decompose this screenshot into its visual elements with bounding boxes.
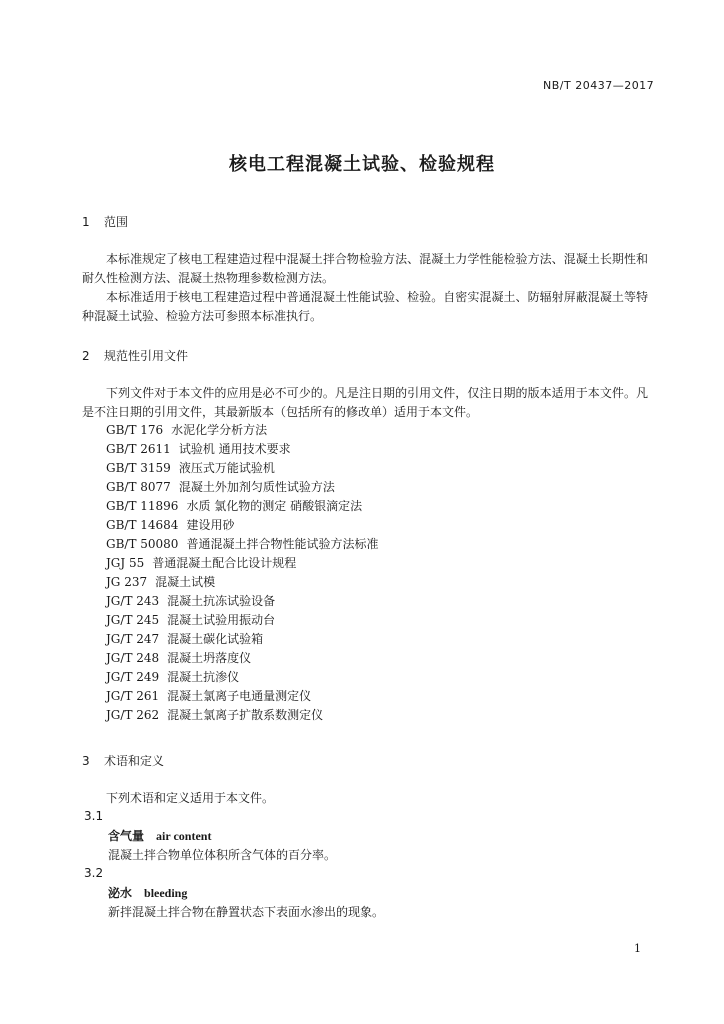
reference-name: 液压式万能试验机 (178, 461, 275, 475)
term-heading (108, 884, 187, 901)
reference-item (106, 554, 378, 573)
reference-name: 混凝土碳化试验箱 (167, 632, 264, 646)
section-2-heading (82, 347, 188, 364)
reference-item (106, 421, 378, 440)
reference-code: GB/T 3159 (106, 461, 171, 475)
reference-name: 普通混凝土配合比设计规程 (152, 556, 297, 570)
reference-name: 混凝土抗冻试验设备 (167, 594, 276, 608)
reference-code: GB/T 11896 (106, 499, 179, 513)
reference-code: JG/T 249 (106, 670, 160, 684)
section-3-intro: 下列术语和定义适用于本文件。 (106, 791, 275, 805)
reference-code: JG 237 (106, 575, 148, 589)
reference-item (106, 630, 378, 649)
reference-item (106, 516, 378, 535)
reference-item (106, 649, 378, 668)
reference-item (106, 592, 378, 611)
section-1-paragraph-1: 本标准规定了核电工程建造过程中混凝土拌合物检验方法、混凝土力学性能检验方法、混凝土长期性和耐久性检测方法、混凝土热物理参数检测方法。 (82, 252, 648, 285)
reference-name: 混凝土试模 (155, 575, 216, 589)
reference-name: 混凝土氯离子扩散系数测定仪 (167, 708, 324, 722)
reference-code: JGJ 55 (106, 556, 145, 570)
reference-name: 试验机 通用技术要求 (178, 442, 291, 456)
term-zh: 含气量 (108, 829, 145, 843)
term-en: air content (156, 829, 212, 843)
term-number: 3.2 (84, 866, 104, 880)
term-heading (108, 827, 211, 844)
section-number: 2 (82, 349, 90, 363)
reference-code: JG/T 245 (106, 613, 160, 627)
reference-name: 混凝土外加剂匀质性试验方法 (178, 480, 335, 494)
reference-code: GB/T 14684 (106, 518, 179, 532)
standard-code: NB/T 20437—2017 (543, 79, 655, 92)
reference-code: JG/T 248 (106, 651, 160, 665)
reference-item (106, 459, 378, 478)
reference-code: GB/T 176 (106, 423, 164, 437)
reference-name: 混凝土抗渗仪 (167, 670, 240, 684)
section-1-heading (82, 213, 128, 230)
reference-name: 普通混凝土拌合物性能试验方法标准 (186, 537, 379, 551)
reference-code: GB/T 2611 (106, 442, 171, 456)
section-title: 规范性引用文件 (104, 349, 189, 363)
reference-code: GB/T 8077 (106, 480, 171, 494)
reference-name: 混凝土坍落度仪 (167, 651, 252, 665)
reference-name: 混凝土试验用振动台 (167, 613, 276, 627)
section-1-paragraph-2: 本标准适用于核电工程建造过程中普通混凝土性能试验、检验。自密实混凝土、防辐射屏蔽混凝土等特种混凝土试验、检验方法可参照本标准执行。 (82, 290, 648, 323)
section-2-intro: 下列文件对于本文件的应用是必不可少的。凡是注日期的引用文件，仅注日期的版本适用于本文件。凡是不注日期的引用文件，其最新版本（包括所有的修改单）适用于本文件。 (82, 386, 648, 419)
term-definition: 混凝土拌合物单位体积所含气体的百分率。 (108, 848, 337, 862)
term-zh: 泌水 (108, 886, 133, 900)
section-title: 范围 (104, 215, 129, 229)
section-3-heading (82, 752, 164, 769)
reference-code: JG/T 243 (106, 594, 160, 608)
term-number: 3.1 (84, 809, 104, 823)
document-title: 核电工程混凝土试验、检验规程 (229, 154, 495, 175)
section-title: 术语和定义 (104, 754, 165, 768)
reference-item (106, 440, 378, 459)
reference-name: 建设用砂 (186, 518, 235, 532)
reference-list (106, 421, 378, 725)
term-definition: 新拌混凝土拌合物在静置状态下表面水渗出的现象。 (108, 905, 385, 919)
reference-item (106, 573, 378, 592)
reference-item (106, 478, 378, 497)
reference-code: GB/T 50080 (106, 537, 179, 551)
section-number: 3 (82, 754, 90, 768)
reference-item (106, 535, 378, 554)
reference-item (106, 706, 378, 725)
term-en: bleeding (144, 886, 188, 900)
reference-name: 混凝土氯离子电通量测定仪 (167, 689, 312, 703)
reference-name: 水质 氯化物的测定 硝酸银滴定法 (186, 499, 363, 513)
reference-item (106, 497, 378, 516)
page-number: 1 (634, 942, 641, 955)
reference-item (106, 668, 378, 687)
reference-item (106, 611, 378, 630)
reference-code: JG/T 262 (106, 708, 160, 722)
reference-code: JG/T 261 (106, 689, 160, 703)
reference-name: 水泥化学分析方法 (171, 423, 268, 437)
section-number: 1 (82, 215, 90, 229)
reference-item (106, 687, 378, 706)
reference-code: JG/T 247 (106, 632, 160, 646)
